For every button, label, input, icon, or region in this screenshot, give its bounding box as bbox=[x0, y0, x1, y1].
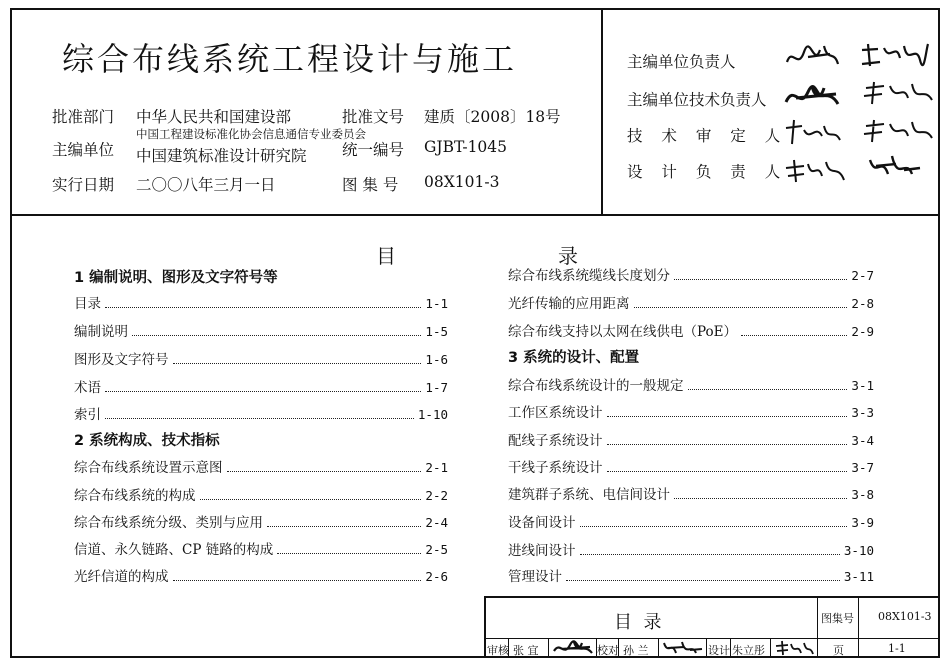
check-label: 校对 bbox=[597, 644, 619, 657]
toc-entry[interactable]: 术语 1-7 bbox=[74, 380, 448, 396]
chief-unit-tech-head-label: 主编单位技术负责人 bbox=[627, 91, 767, 109]
toc-section-3: 3 系统的设计、配置 bbox=[508, 350, 640, 366]
page-value: 1-1 bbox=[888, 642, 906, 655]
header-divider bbox=[601, 10, 603, 214]
toc-entry[interactable]: 工作区系统设计 3-3 bbox=[508, 405, 874, 421]
toc-entry[interactable]: 进线间设计 3-10 bbox=[508, 543, 874, 559]
unified-no-value: GJBT-1045 bbox=[424, 138, 508, 156]
signature-4a bbox=[782, 156, 846, 186]
approval-dept-label: 批准部门 bbox=[52, 108, 115, 126]
effective-date-label: 实行日期 bbox=[52, 176, 115, 194]
toc-section-2: 2 系统构成、技术指标 bbox=[74, 433, 220, 449]
unified-no-label: 统一编号 bbox=[342, 141, 405, 159]
atlas-no-value: 08X101-3 bbox=[424, 173, 500, 191]
design-label: 设计 bbox=[708, 644, 730, 657]
signature-2b bbox=[862, 80, 934, 110]
page-label: 页 bbox=[833, 644, 844, 657]
signature-3a bbox=[782, 118, 842, 148]
review-name: 张 宜 bbox=[513, 644, 539, 657]
editor-unit-label: 主编单位 bbox=[52, 141, 115, 159]
effective-date-value: 二〇〇八年三月一日 bbox=[136, 176, 276, 194]
signature-1b bbox=[858, 40, 930, 72]
signature-2a bbox=[782, 80, 842, 112]
toc-entry[interactable]: 综合布线系统的构成 2-2 bbox=[74, 488, 448, 504]
toc-entry[interactable]: 综合布线系统设置示意图 2-1 bbox=[74, 460, 448, 476]
atlas-no-value-small: 08X101-3 bbox=[878, 610, 932, 623]
review-label: 审核 bbox=[487, 644, 509, 657]
toc-entry[interactable]: 索引 1-10 bbox=[74, 407, 448, 423]
design-signature bbox=[774, 639, 814, 657]
approval-doc-label: 批准文号 bbox=[342, 108, 405, 126]
toc-entry[interactable]: 图形及文字符号 1-6 bbox=[74, 352, 448, 368]
check-signature bbox=[662, 639, 704, 657]
editor-unit-value-2: 中国建筑标准设计研究院 bbox=[136, 147, 307, 165]
design-name: 朱立彤 bbox=[732, 644, 765, 657]
design-lead-label: 设 计 负 责 人 bbox=[627, 163, 788, 181]
signature-4b bbox=[866, 152, 922, 184]
approval-doc-value: 建质〔2008〕18号 bbox=[424, 108, 561, 126]
toc-entry[interactable]: 综合布线系统设计的一般规定 3-1 bbox=[508, 378, 874, 394]
document-title: 综合布线系统工程设计与施工 bbox=[62, 40, 518, 78]
atlas-no-label: 图 集 号 bbox=[342, 176, 399, 194]
toc-entry[interactable]: 编制说明 1-5 bbox=[74, 324, 448, 340]
signature-1a bbox=[784, 42, 840, 72]
toc-entry[interactable]: 信道、永久链路、CP 链路的构成 2-5 bbox=[74, 542, 448, 558]
toc-entry[interactable]: 干线子系统设计 3-7 bbox=[508, 460, 874, 476]
atlas-no-label-small: 图集号 bbox=[821, 612, 854, 625]
technical-approver-label: 技 术 审 定 人 bbox=[627, 127, 788, 145]
approval-dept-value: 中华人民共和国建设部 bbox=[136, 108, 292, 126]
review-signature bbox=[552, 639, 594, 657]
drawing-frame bbox=[10, 8, 940, 658]
toc-entry[interactable]: 建筑群子系统、电信间设计 3-8 bbox=[508, 487, 874, 503]
toc-entry[interactable]: 管理设计 3-11 bbox=[508, 569, 874, 585]
header-block bbox=[12, 10, 938, 216]
sheet-title: 目 录 bbox=[614, 612, 662, 633]
toc-heading-left: 目 bbox=[376, 244, 396, 268]
toc-entry[interactable]: 目录 1-1 bbox=[74, 296, 448, 312]
toc-section-1: 1 编制说明、图形及文字符号等 bbox=[74, 270, 278, 286]
title-block bbox=[484, 596, 938, 658]
signature-3b bbox=[862, 118, 934, 148]
check-name: 孙 兰 bbox=[623, 644, 649, 657]
toc-entry[interactable]: 光纤传输的应用距离 2-8 bbox=[508, 296, 874, 312]
toc-entry[interactable]: 光纤信道的构成 2-6 bbox=[74, 569, 448, 585]
toc-entry[interactable]: 配线子系统设计 3-4 bbox=[508, 433, 874, 449]
toc-entry[interactable]: 综合布线支持以太网在线供电（PoE） 2-9 bbox=[508, 324, 874, 340]
editor-unit-value-1: 中国工程建设标准化协会信息通信专业委员会 bbox=[136, 127, 366, 141]
chief-unit-head-label: 主编单位负责人 bbox=[627, 53, 736, 71]
toc-heading-right: 录 bbox=[558, 244, 578, 268]
toc-entry[interactable]: 综合布线系统缆线长度划分 2-7 bbox=[508, 268, 874, 284]
toc-entry[interactable]: 综合布线系统分级、类别与应用 2-4 bbox=[74, 515, 448, 531]
toc-entry[interactable]: 设备间设计 3-9 bbox=[508, 515, 874, 531]
